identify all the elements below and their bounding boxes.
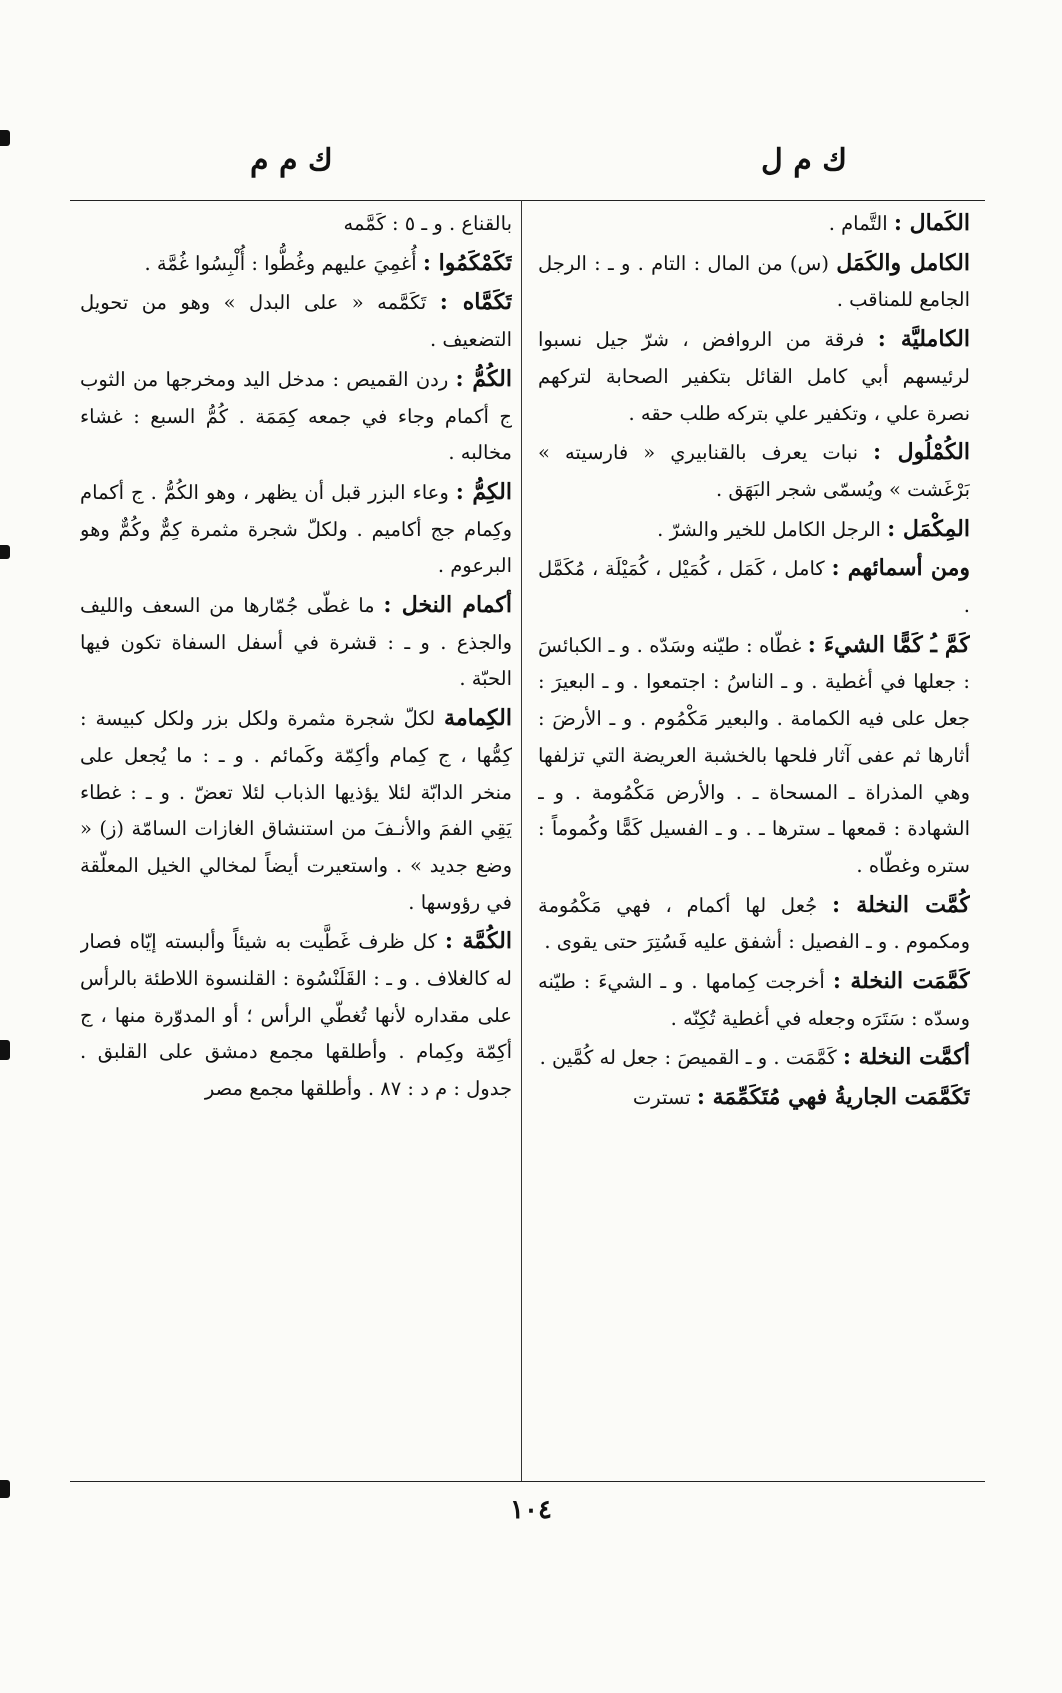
entry-headword: كَمَّ ـُ كَمًّا الشيءَ :: [807, 631, 970, 658]
entry-text: (س) من المال : التام . و ـ : الرجل الجامع للمناقب .: [538, 251, 970, 312]
entry-text: تَكَمَّمه « على البدل » وهو من تحويل التضعيف .: [80, 291, 512, 352]
entry-headword: المِكْمَل :: [887, 515, 970, 542]
entry: [538, 245, 970, 319]
entry: [80, 923, 512, 1108]
entry-text: الرجل الكامل للخير والشرّ .: [657, 517, 881, 541]
entry: [80, 245, 512, 283]
running-head-left: ك م م: [250, 143, 333, 178]
entry-text: جُعل لها أكمام ، فهي مَكْمُومة ومكموم . و ـ الفصيل : أشفق عليه فَسُتِرَ حتى يقوى .: [538, 893, 970, 954]
entry: [538, 1079, 970, 1117]
entry: [538, 1039, 970, 1077]
entry-text: أُغمِيَ عليهم وغُطُّوا : أُلْبِسُوا غُمَّة .: [144, 251, 417, 275]
entry: [80, 205, 512, 243]
entry-text: أخرجت كِمامها . و ـ الشيءَ : طيّنه وسدّه : سَتَرَه وجعله في أغطية تُكِنّه .: [538, 970, 970, 1030]
entry-headword: تَكَمَّمَت الجاريةُ فهي مُتَكَمِّمَة :: [696, 1084, 970, 1111]
left-column: [80, 205, 512, 1477]
top-rule: [70, 200, 985, 201]
entry: [538, 511, 970, 549]
entry-headword: الكُمْلُول :: [873, 439, 970, 466]
entry-headword: الكُمُّ :: [455, 365, 512, 392]
scan-edge-mark: [0, 130, 10, 146]
entry-text: كَمَّمَت . و ـ القميصَ : جعل له كُمَّين .: [539, 1046, 837, 1070]
entry-text: نبات يعرف بالقنابيري « فارسيته » بَرْغَشت » ويُسمّى شجر البَهَق .: [538, 441, 970, 501]
entry: [538, 434, 970, 508]
entry: [80, 587, 512, 698]
entry-headword: الكَمال :: [893, 210, 970, 236]
entry-text: التَّمام .: [828, 212, 888, 235]
entry: [538, 627, 970, 885]
entry-text: ما غطّى جُمّارها من السعف والليف والجذع . و ـ : قشرة في أسفل السفاة تكون فيها الحبّة .: [80, 594, 512, 691]
entry-text: كامل ، كَمَل ، كُمَيْل ، كُمَيْلَة ، مُكَمَّل .: [538, 557, 970, 618]
entry: [80, 361, 512, 472]
entry-headword: كُمَّت النخلة :: [831, 891, 970, 918]
entry-text: كل ظرف غَطَّيت به شيئاً وألبسته إيّاه فصار له كالغلاف . و ـ : القَلَنْسُوة : القلنسوة اللاطئة بالرأس على مقداره لأنها تُغطّي الرأس ؛ أو المدوّرة منها ، ج أكِمّة وكِمام . وأطلقها مجمع دمشق على القلبق . جدول : م د : ٨٧ . وأطلقها مجمع مصر: [80, 930, 512, 1101]
entry-headword: كَمَّمَت النخلة :: [832, 968, 970, 995]
entry-headword: الكِمامة: [444, 705, 512, 732]
entry: [538, 963, 970, 1037]
entry: [538, 887, 970, 961]
entry-text: فرقة من الروافض ، شرّ جيل نسبوا لرئيسهم أبي كامل القائل بتكفير الصحابة لتركهم نصرة علي ، وتكفير علي بتركه طلب حقه .: [538, 328, 970, 425]
scan-edge-mark: [0, 1480, 10, 1498]
page-number: ١٠٤: [510, 1495, 552, 1525]
entry-headword: الكامل والكَمَل: [836, 249, 970, 276]
entry: [538, 205, 970, 243]
entry: [80, 284, 512, 358]
entry-headword: ومن أسمائهم :: [831, 555, 970, 582]
entry: [80, 474, 512, 585]
bottom-rule: [70, 1481, 985, 1482]
entry-text: لكلّ شجرة مثمرة ولكل بزر ولكل كبيسة : كِمُّها ، ج كِمام وأكِمّة وكَمائم . و ـ : ما يُجعل على منخر الدابّة لئلا يؤذيها الذباب لئلا تعضّ . و ـ : غطاء يَقِي الفمَ والأنـفَ من استنشاق الغازات السامّة (ز) « وضع جديد » . واستعيرت أيضاً لمخالي الخيل المعلّقة في رؤوسها .: [80, 707, 512, 914]
entry-text: وعاء البزر قبل أن يظهر ، وهو الكُمُّ . ج أكمام وكِمام جج أكاميم . ولكلّ شجرة مثمرة كِمٌّ وكُمٌّ وهو البرعوم .: [80, 480, 512, 578]
entry-text: بالقناع . و ـ ٥ : كَمَّمه: [343, 212, 512, 235]
entry-headword: الكِمُّ :: [455, 478, 512, 505]
entry-text: غطّاه : طيّنه وسَدّه . و ـ الكبائسَ : جعلها في أغطية . و ـ الناسُ : اجتمعوا . و ـ البعيرَ : جعل على فيه الكمامة . والبعير مَكْمُوم . و ـ الأرضَ : أثارها ثم عفى آثار فلحها بالخشبة العريضة التي تزلفها وهي المذراة ـ المسحاة ـ . والأرض مَكْمُومة . و ـ الشهادة : قمعها ـ سترها ـ . و ـ الفسيل كَمًّا وكُموماً : ستره وغطّاه .: [538, 633, 970, 877]
entry: [538, 321, 970, 432]
entry: [538, 550, 970, 624]
scan-edge-mark: [0, 545, 10, 559]
entry-text: ردن القميص : مدخل اليد ومخرجها من الثوب ج أكمام وجاء في جمعه كِمَمَة . كُمُّ السبع : غشاء مخالبه .: [80, 367, 512, 465]
entry-text: تسترت: [632, 1086, 691, 1110]
column-divider: [521, 200, 522, 1481]
scan-edge-mark: [0, 1040, 10, 1060]
entry-headword: أكمَّت النخلة :: [842, 1044, 970, 1071]
entry-headword: الكُمَّة :: [444, 928, 512, 955]
right-column: [538, 205, 970, 1477]
entry-headword: تَكَمْكَمُوا :: [422, 249, 512, 276]
running-head-right: ك م ل: [761, 143, 847, 178]
entry-headword: الكامليَّة :: [877, 326, 970, 353]
entry-headword: تَكَمَّاه :: [439, 289, 512, 316]
entry-headword: أكمام النخل :: [383, 592, 512, 619]
entry: [80, 700, 512, 921]
